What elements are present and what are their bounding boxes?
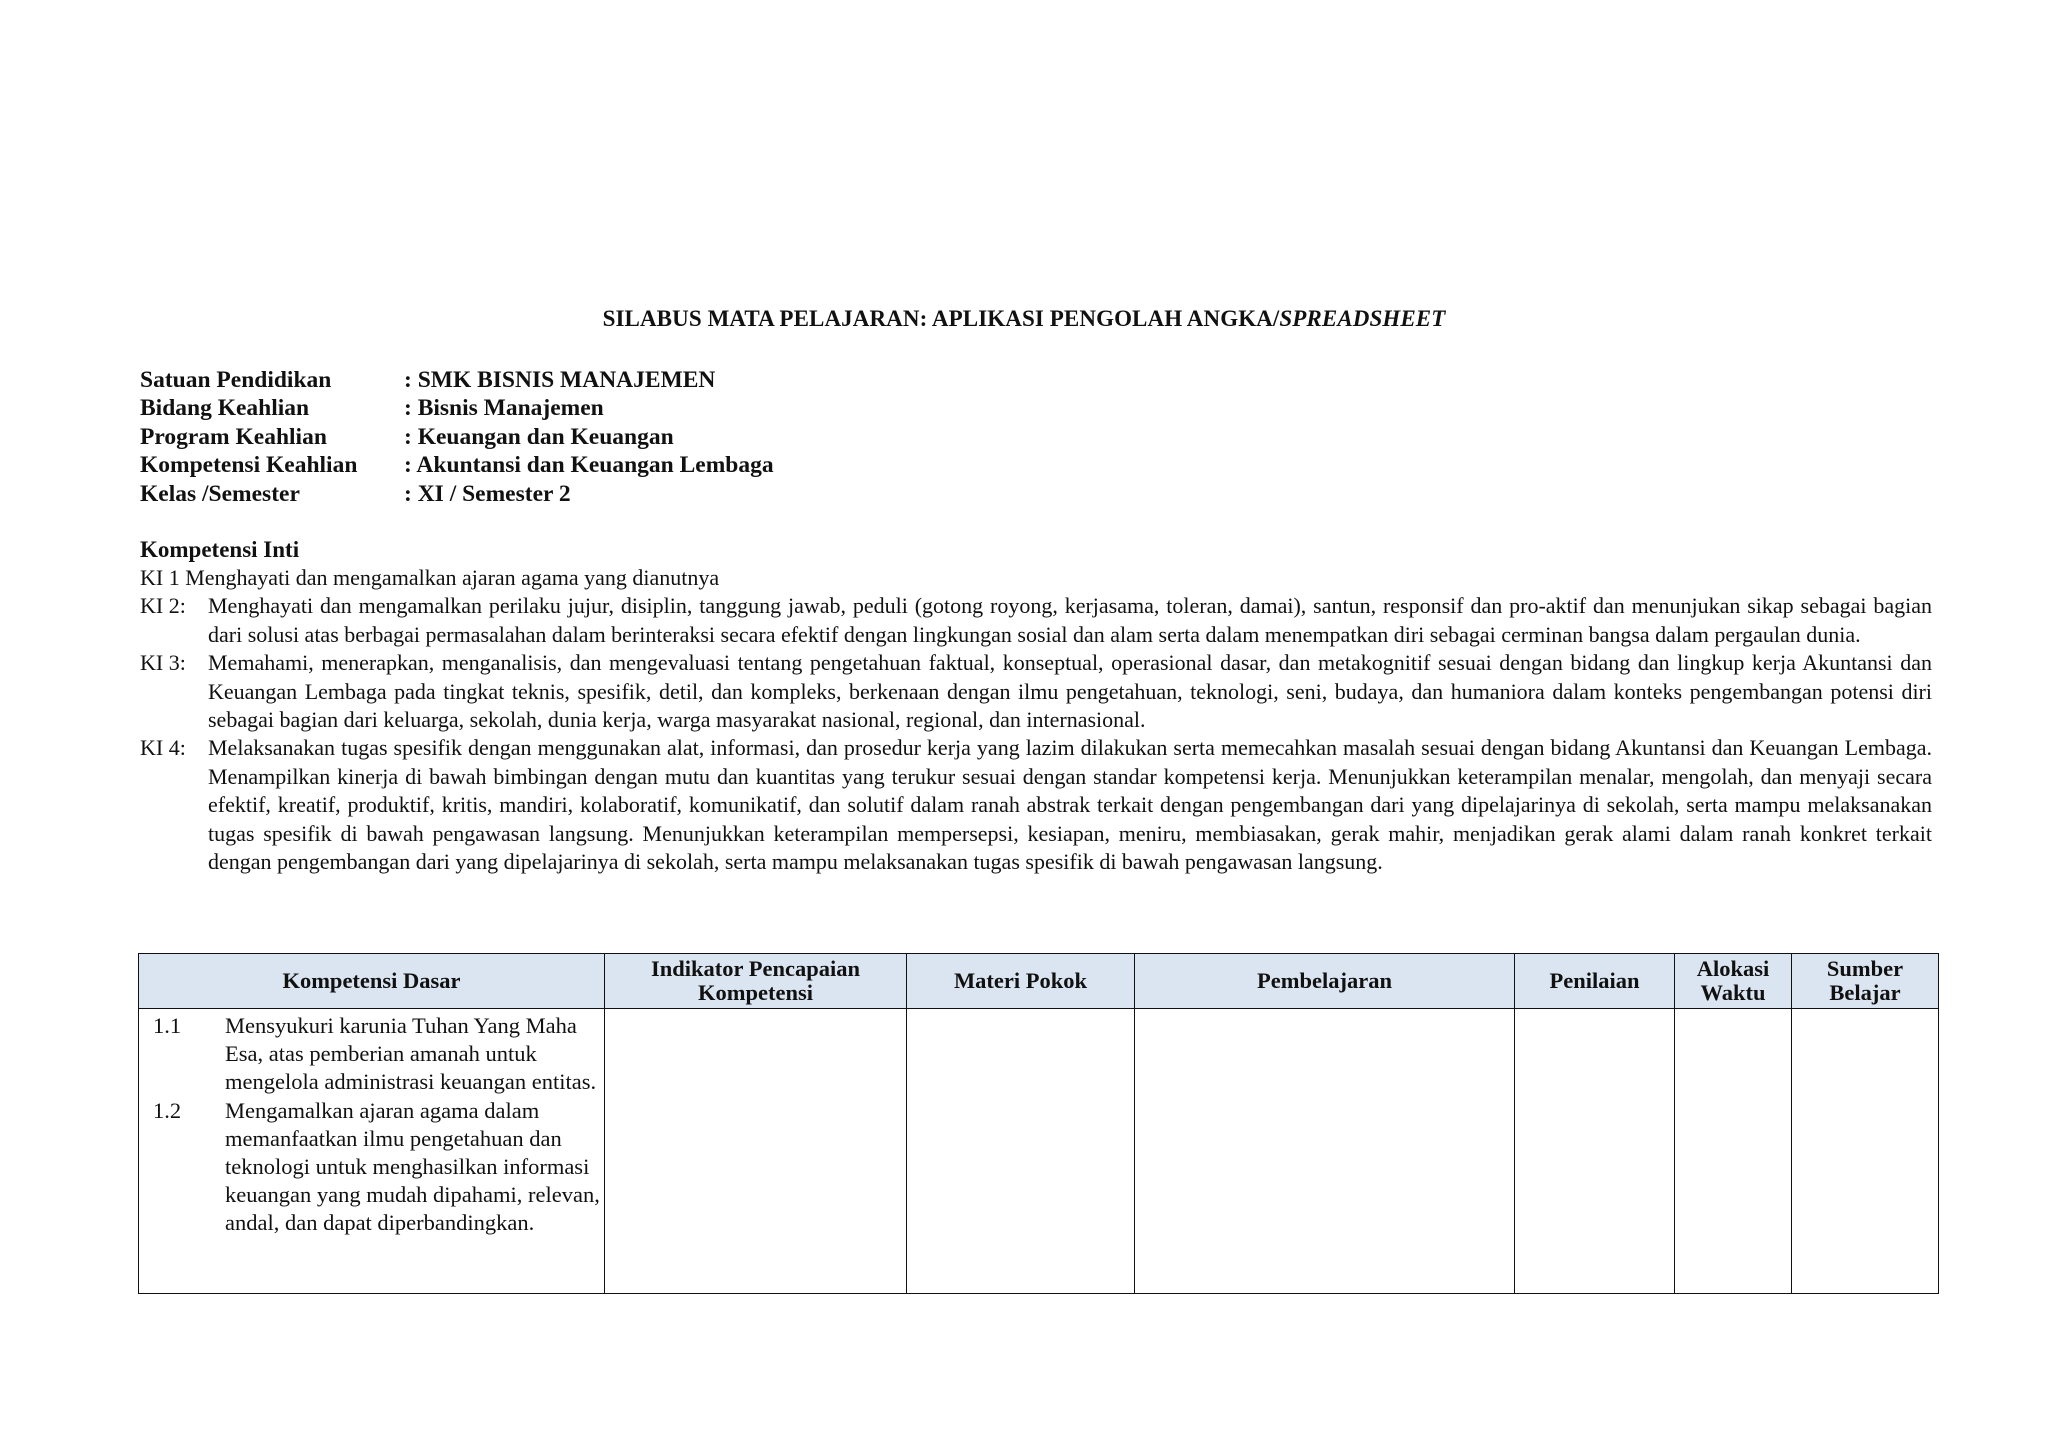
identity-row xyxy=(140,423,774,451)
kd-number: 1.2 xyxy=(153,1097,182,1123)
ki-number: KI 4: xyxy=(140,735,186,761)
identity-label: Bidang Keahlian xyxy=(140,395,310,422)
identity-label: Satuan Pendidikan xyxy=(140,367,332,393)
identity-row xyxy=(140,394,774,422)
list-item xyxy=(153,1097,600,1238)
identity-value: : XI / Semester 2 xyxy=(404,480,571,507)
kompetensi-inti-heading: Kompetensi Inti xyxy=(140,537,300,562)
ki-text: Memahami, menerapkan, menganalisis, dan mengevaluasi tentang pengetahuan faktual, konseptual, operasional dasar, dan metakognitif sesuai dengan bidang dan lingkup kerja Akuntansi dan Keuangan Lembaga pada tingkat teknis, spesifik, detil, dan kompleks, berkenaan dengan ilmu pengetahuan, teknologi, seni, budaya, dan humaniora dalam konteks pengembangan potensi diri sebagai bagian dari keluarga, sekolah, dunia kerja, warga masyarakat nasional, regional, dan internasional. xyxy=(208,650,1932,733)
sumber-belajar-cell xyxy=(1792,1009,1939,1294)
column-header: Kompetensi Dasar xyxy=(139,954,605,1009)
kd-number: 1.1 xyxy=(153,1013,182,1038)
title-main: SILABUS MATA PELAJARAN: APLIKASI PENGOLAH ANGKA/ xyxy=(602,306,1280,331)
identity-value: : Akuntansi dan Keuangan Lembaga xyxy=(404,452,774,479)
table-header-row xyxy=(139,954,1939,1009)
identity-value: : SMK BISNIS MANAJEMEN xyxy=(404,367,716,393)
indikator-cell xyxy=(605,1009,907,1294)
table-row xyxy=(139,1009,1939,1294)
column-header: Alokasi Waktu xyxy=(1675,954,1792,1009)
kd-text: Mengamalkan ajaran agama dalam memanfaatkan ilmu pengetahuan dan teknologi untuk menghasilkan informasi keuangan yang mudah dipahami, relevan, andal, dan dapat diperbandingkan. xyxy=(225,1097,600,1236)
ki-text: Melaksanakan tugas spesifik dengan menggunakan alat, informasi, dan prosedur kerja yang lazim dilakukan serta memecahkan masalah sesuai dengan bidang Akuntansi dan Keuangan Lembaga. Menampilkan kinerja di bawah bimbingan dengan mutu dan kuantitas yang terukur sesuai dengan standar kompetensi kerja. Menunjukkan keterampilan menalar, mengolah, dan menyaji secara efektif, kreatif, produktif, kritis, mandiri, kolaboratif, komunikatif, dan solutif dalam ranah abstrak terkait dengan pengembangan dari yang dipelajarinya di sekolah, serta mampu melaksanakan tugas spesifik di bawah pengawasan langsung. Menunjukkan keterampilan mempersepsi, kesiapan, meniru, membiasakan, gerak mahir, menjadikan gerak alami dalam ranah konkret terkait dengan pengembangan dari yang dipelajarinya di sekolah, serta mampu melaksanakan tugas spesifik di bawah pengawasan langsung. xyxy=(208,735,1932,875)
identity-label: Kompetensi Keahlian xyxy=(140,452,358,479)
kd-text: Mensyukuri karunia Tuhan Yang Maha Esa, atas pemberian amanah untuk mengelola administrasi keuangan entitas. xyxy=(225,1013,597,1095)
list-item xyxy=(153,1012,600,1097)
ki-item xyxy=(140,592,1932,649)
identity-value: : Keuangan dan Keuangan xyxy=(404,423,674,450)
alokasi-waktu-cell xyxy=(1675,1009,1792,1294)
identity-label: Program Keahlian xyxy=(140,423,327,450)
ki-item xyxy=(140,734,1932,876)
kompetensi-dasar-cell xyxy=(139,1009,605,1294)
ki-number: KI 3: xyxy=(140,650,186,676)
ki-item xyxy=(140,649,1932,734)
document-title xyxy=(0,306,2048,332)
pembelajaran-cell xyxy=(1135,1009,1515,1294)
silabus-table xyxy=(138,953,1939,1294)
ki-text: Menghayati dan mengamalkan perilaku jujur, disiplin, tanggung jawab, peduli (gotong royong, kerjasama, toleran, damai), santun, responsif dan pro-aktif dan menunjukan sikap sebagai bagian dari solusi atas berbagai permasalahan dalam berinteraksi secara efektif dengan lingkungan sosial dan alam serta dalam menempatkan diri sebagai cerminan bangsa dalam pergaulan dunia. xyxy=(208,593,1932,647)
identity-value: : Bisnis Manajemen xyxy=(404,395,604,422)
column-header: Penilaian xyxy=(1515,954,1675,1009)
materi-pokok-cell xyxy=(907,1009,1135,1294)
ki1-text: KI 1 Menghayati dan mengamalkan ajaran agama yang dianutnya xyxy=(140,565,720,590)
kompetensi-inti-section xyxy=(140,536,1932,876)
title-italic: SPREADSHEET xyxy=(1279,306,1446,331)
column-header: Materi Pokok xyxy=(907,954,1135,1009)
identity-row xyxy=(140,366,774,394)
ki-number: KI 2: xyxy=(140,593,186,619)
column-header: Pembelajaran xyxy=(1135,954,1515,1009)
identity-label: Kelas /Semester xyxy=(140,480,300,507)
penilaian-cell xyxy=(1515,1009,1675,1294)
identity-row xyxy=(140,480,774,508)
column-header: Sumber Belajar xyxy=(1792,954,1939,1009)
identity-row xyxy=(140,451,774,479)
identity-block xyxy=(140,366,774,508)
column-header: Indikator Pencapaian Kompetensi xyxy=(605,954,907,1009)
kompetensi-dasar-list xyxy=(139,1009,604,1238)
